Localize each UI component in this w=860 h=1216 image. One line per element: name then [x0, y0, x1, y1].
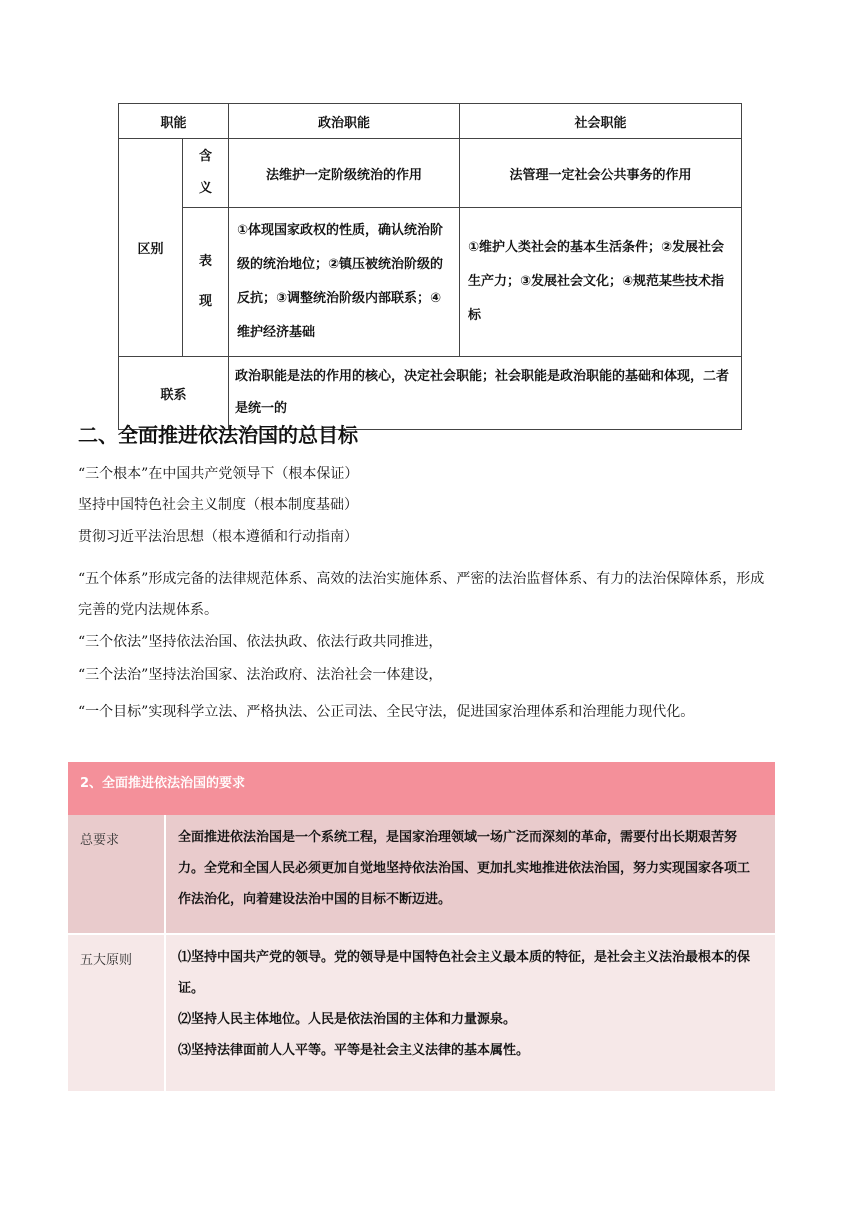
- header-political: 政治职能: [229, 104, 460, 139]
- principle-item: ⑵坚持人民主体地位。人民是依法治国的主体和力量源泉。: [178, 1012, 517, 1027]
- principle-item: ⑴坚持中国共产党的领导。党的领导是中国特色社会主义最本质的特征，是社会主义法治最根本的保证。: [178, 950, 751, 996]
- meaning-social: 法管理一定社会公共事务的作用: [460, 139, 742, 208]
- meaning-label: 含 义: [183, 139, 229, 208]
- requirements-box: [68, 762, 775, 1091]
- general-requirement-row: [68, 815, 775, 933]
- relation-text: 政治职能是法的作用的核心，决定社会职能；社会职能是政治职能的基础和体现，二者是统一的: [229, 357, 742, 430]
- principle-item: ⑶坚持法律面前人人平等。平等是社会主义法律的基本属性。: [178, 1043, 530, 1058]
- general-requirement-label: 总要求: [68, 815, 166, 933]
- goal-line-5: “三个依法”坚持依法治国、依法执政、依法行政共同推进，: [78, 634, 443, 650]
- goal-line-3: 贯彻习近平法治思想（根本遵循和行动指南）: [78, 529, 358, 545]
- relation-label: 联系: [119, 357, 229, 430]
- goal-line-4: “五个体系”形成完备的法律规范体系、高效的法治实施体系、严密的法治监督体系、有力的法治保障体系，形成完善的党内法规体系。: [78, 571, 765, 618]
- meaning-political: 法维护一定阶级统治的作用: [229, 139, 460, 208]
- general-requirement-text: 全面推进依法治国是一个系统工程，是国家治理领域一场广泛而深刻的革命，需要付出长期艰苦努力。全党和全国人民必须更加自觉地坚持依法治国、更加扎实地推进依法治国，努力实现国家各项工作法治化，向着建设法治中国的目标不断迈进。: [178, 830, 751, 907]
- section-title: 二、全面推进依法治国的总目标: [78, 423, 358, 447]
- goal-line-7: “一个目标”实现科学立法、严格执法、公正司法、全民守法，促进国家治理体系和治理能力现代化。: [78, 704, 695, 720]
- expression-political: ①体现国家政权的性质，确认统治阶级的统治地位；②镇压被统治阶级的反抗；③调整统治阶级内部联系；④维护经济基础: [229, 208, 460, 357]
- expression-label: 表 现: [183, 208, 229, 357]
- principles-list: [168, 935, 775, 1066]
- function-comparison-table: [118, 103, 742, 430]
- expression-social: ①维护人类社会的基本生活条件；②发展社会生产力；③发展社会文化；④规范某些技术指标: [460, 208, 742, 357]
- header-social: 社会职能: [460, 104, 742, 139]
- goal-line-2: 坚持中国特色社会主义制度（根本制度基础）: [78, 497, 358, 513]
- goal-line-1: “三个根本”在中国共产党领导下（根本保证）: [78, 466, 359, 482]
- requirements-box-title: 2、全面推进依法治国的要求: [68, 762, 775, 815]
- principles-row: [68, 933, 775, 1091]
- goal-line-6: “三个法治”坚持法治国家、法治政府、法治社会一体建设，: [78, 667, 443, 683]
- diff-label: 区别: [119, 139, 183, 357]
- principles-label: 五大原则: [68, 935, 166, 1091]
- header-function: 职能: [119, 104, 229, 139]
